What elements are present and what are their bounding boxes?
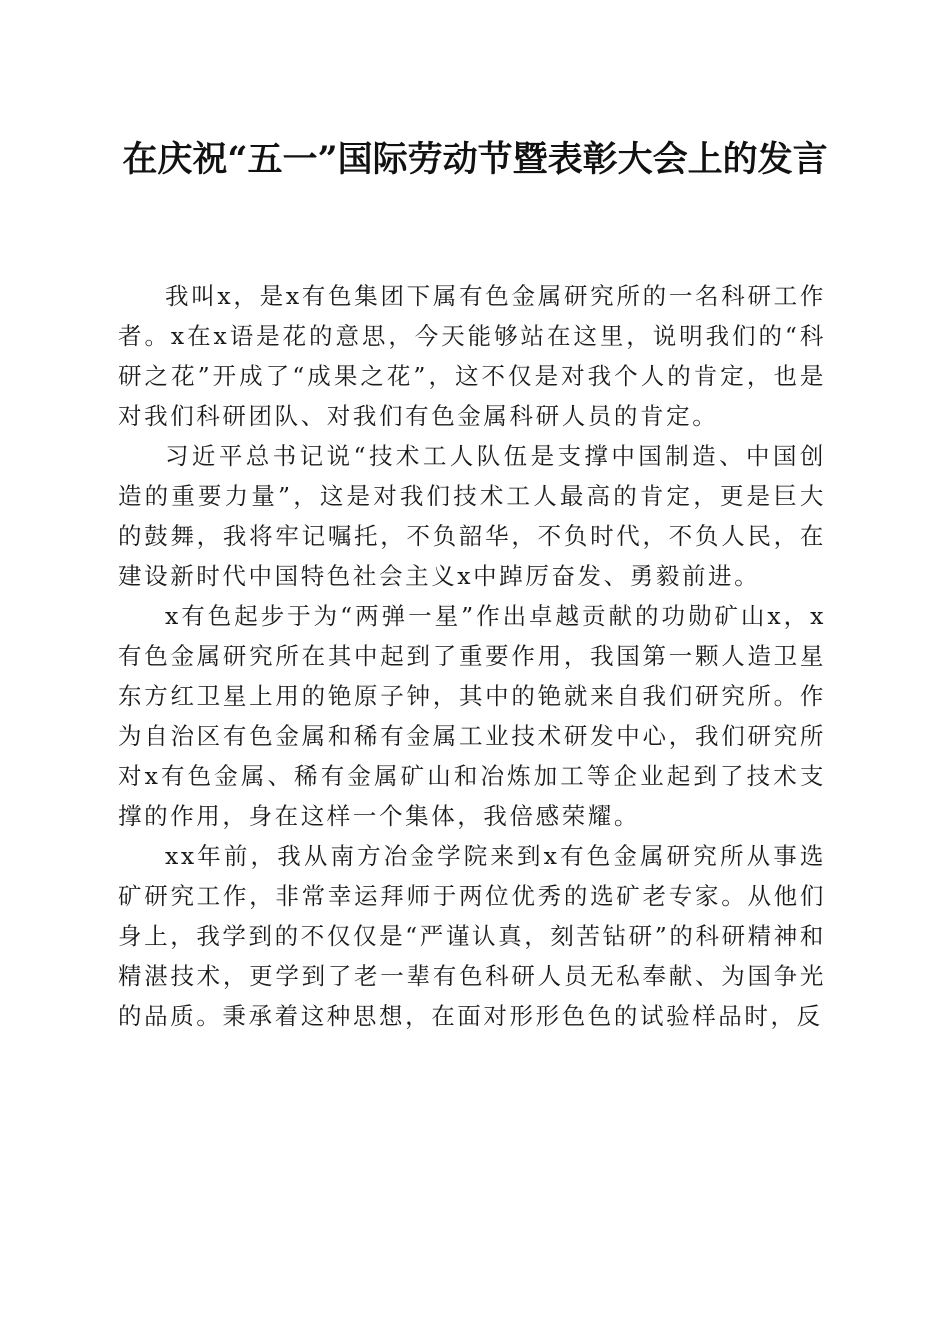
paragraph: x有色起步于为“两弹一星”作出卓越贡献的功勋矿山x，x有色金属研究所在其中起到了重要作用，我国第一颗人造卫星东方红卫星上用的铯原子钟，其中的铯就来自我们研究所。作为自治区有色金属和稀有金属工业技术研发中心，我们研究所对x有色金属、稀有金属矿山和冶炼加工等企业起到了技术支撑的作用，身在这样一个集体，我倍感荣耀。 [118, 602, 826, 830]
paragraph: 习近平总书记说“技术工人队伍是支撑中国制造、中国创造的重要力量”，这是对我们技术工人最高的肯定，更是巨大的鼓舞，我将牢记嘱托，不负韶华，不负时代，不负人民，在建设新时代中国特色社会主义x中踔厉奋发、勇毅前进。 [118, 442, 826, 590]
paragraph: xx年前，我从南方冶金学院来到x有色金属研究所从事选矿研究工作，非常幸运拜师于两位优秀的选矿老专家。从他们身上，我学到的不仅仅是“严谨认真，刻苦钻研”的科研精神和精湛技术，更学到了老一辈有色科研人员无私奉献、为国争光的品质。秉承着这种思想，在面对形形色色的试验样品时，反 [118, 842, 826, 1030]
document-body [118, 276, 826, 1036]
paragraph: 我叫x，是x有色集团下属有色金属研究所的一名科研工作者。x在x语是花的意思，今天能够站在这里，说明我们的“科研之花”开成了“成果之花”，这不仅是对我个人的肯定，也是对我们科研团队、对我们有色金属科研人员的肯定。 [118, 282, 826, 430]
document-title: 在庆祝“五一”国际劳动节暨表彰大会上的发言 [122, 139, 828, 180]
